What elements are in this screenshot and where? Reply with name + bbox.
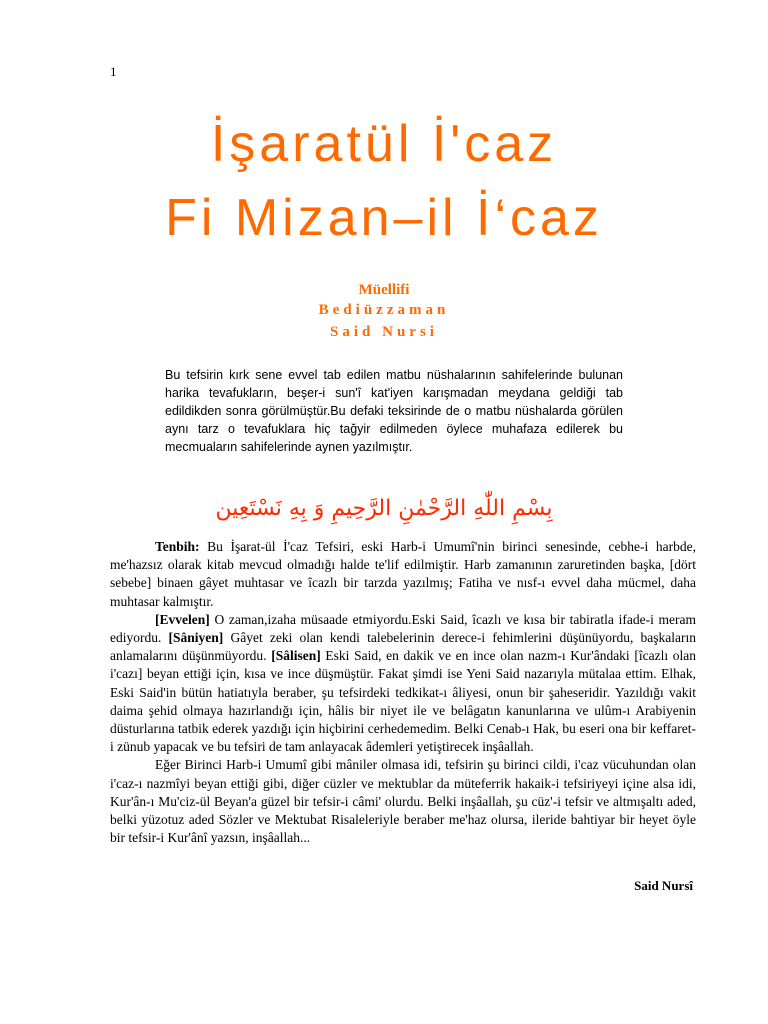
page-number: 1 xyxy=(110,64,117,79)
paragraph-text: Eski Said, en dakik ve en ince olan nazm-ı Kur'ândaki [îcazlı olan i'cazı] beyan ettiği için, kısa ve ince düşmüştür. Fakat şimdi ise Yeni Said nazarıyla mütalaa ettim. Elhak, Eski Said'in bütün hatiatıyla beraber, şu tefsirdeki tedkikat-ı âliyesi, onun bir şaheseridir. Yazıldığı vakit daima şehid olmaya hazırlandığı için, hâlis bir niyet ile ve belâgatın kanunlarına ve ulûm-ı Arabiyenin düsturlarına tatbik ederek yazdığı için hiçbirini cerhedemedim. Belki Cenab-ı Hak, bu eseri ona bir keffaret-i zünub yapacak ve bu tefsiri de tam anlayacak âdemleri yetiştirecek inşâallah. xyxy=(110,648,697,755)
author-label: Müellifi xyxy=(358,282,410,298)
paragraph-reasons xyxy=(110,611,696,757)
intro-paragraph: Bu tefsirin kırk sene evvel tab edilen matbu nüshalarının sahifelerinde bulunan harika tevafukların, beşer-i sun'î kat'iyen karışmadan meydana geldiği tab edildikden sonra görülmüştür.Bu defaki teksirinde de o matbu nüshalarda görülen aynı tarz o tevafuklara hiç tağyir edilmeden öylece muhafaza edilerek bu mecmuaların sahifelerinde aynen yazılmıştır. xyxy=(165,368,623,454)
main-body xyxy=(110,538,696,847)
paragraph-tenbih xyxy=(110,538,696,611)
paragraph-text: Bu İşarat-ül İ'caz Tefsiri, eski Harb-i Umumî'nin birinci senesinde, cebhe-i harbde, me'hazsız olarak kitab mevcud olmadığı halde te'lif edilmiştir. Harb zamanının zaruretinden başka, [dört sebebe] binaen gâyet muhtasar ve îcazlı bir tarzda yazılmış; Fatiha ve nısf-ı evvel daha mücmel, daha muhtasar kalmıştır. xyxy=(110,539,696,609)
author-name: Said Nursi xyxy=(330,324,438,340)
paragraph-text: Gâyet zeki olan kendi talebelerinin derece-i fehimlerini düşünüyordu, başkaların anlamalarını düşünmüyordu. xyxy=(110,630,696,664)
signature: Said Nursî xyxy=(634,878,693,893)
paragraph-conclusion: Eğer Birinci Harb-i Umumî gibi mâniler olmasa idi, tefsirin şu birinci cildi, i'caz vücuhundan olan i'caz-ı nazmîyi beyan ettiği gibi, diğer cüzler ve mektublar da müteferrik hakaik-i tefsiriyeyi içine alsa idi, Kur'ân-ı Mu'ciz-ül Beyan'a güzel bir tefsir-i câmi' olurdu. Belki inşâallah, şu cüz'-i tefsir ve altmışaltı aded, belki yüzotuz aded Sözler ve Mektubat Risaleleriyle beraber me'haz olursa, ileride bahtiyar bir heyet öyle bir tefsir-i Kur'ânî yazsın, inşâallah... xyxy=(110,757,696,846)
basmala-arabic: بِسْمِ اللّٰهِ الرَّحْمٰنِ الرَّحِيمِ وَ بِهِ نَسْتَعِين xyxy=(215,496,553,521)
label-salisen: [Sâlisen] xyxy=(271,648,321,664)
label-tenbih: Tenbih: xyxy=(155,539,200,554)
label-evvelen: [Evvelen] xyxy=(155,611,210,627)
paragraph-text: O zaman,izaha müsaade etmiyordu.Eski Said, îcazlı ve kısa bir tabiratla ifade-i meram ediyordu. xyxy=(110,611,696,646)
author-title: Bediüzzaman xyxy=(318,302,450,318)
title-line-2: Fi Mizan–il İ‘caz xyxy=(165,189,603,247)
title-line-1: İşaratül İ'caz xyxy=(210,115,558,173)
label-saniyen: [Sâniyen] xyxy=(168,630,224,646)
